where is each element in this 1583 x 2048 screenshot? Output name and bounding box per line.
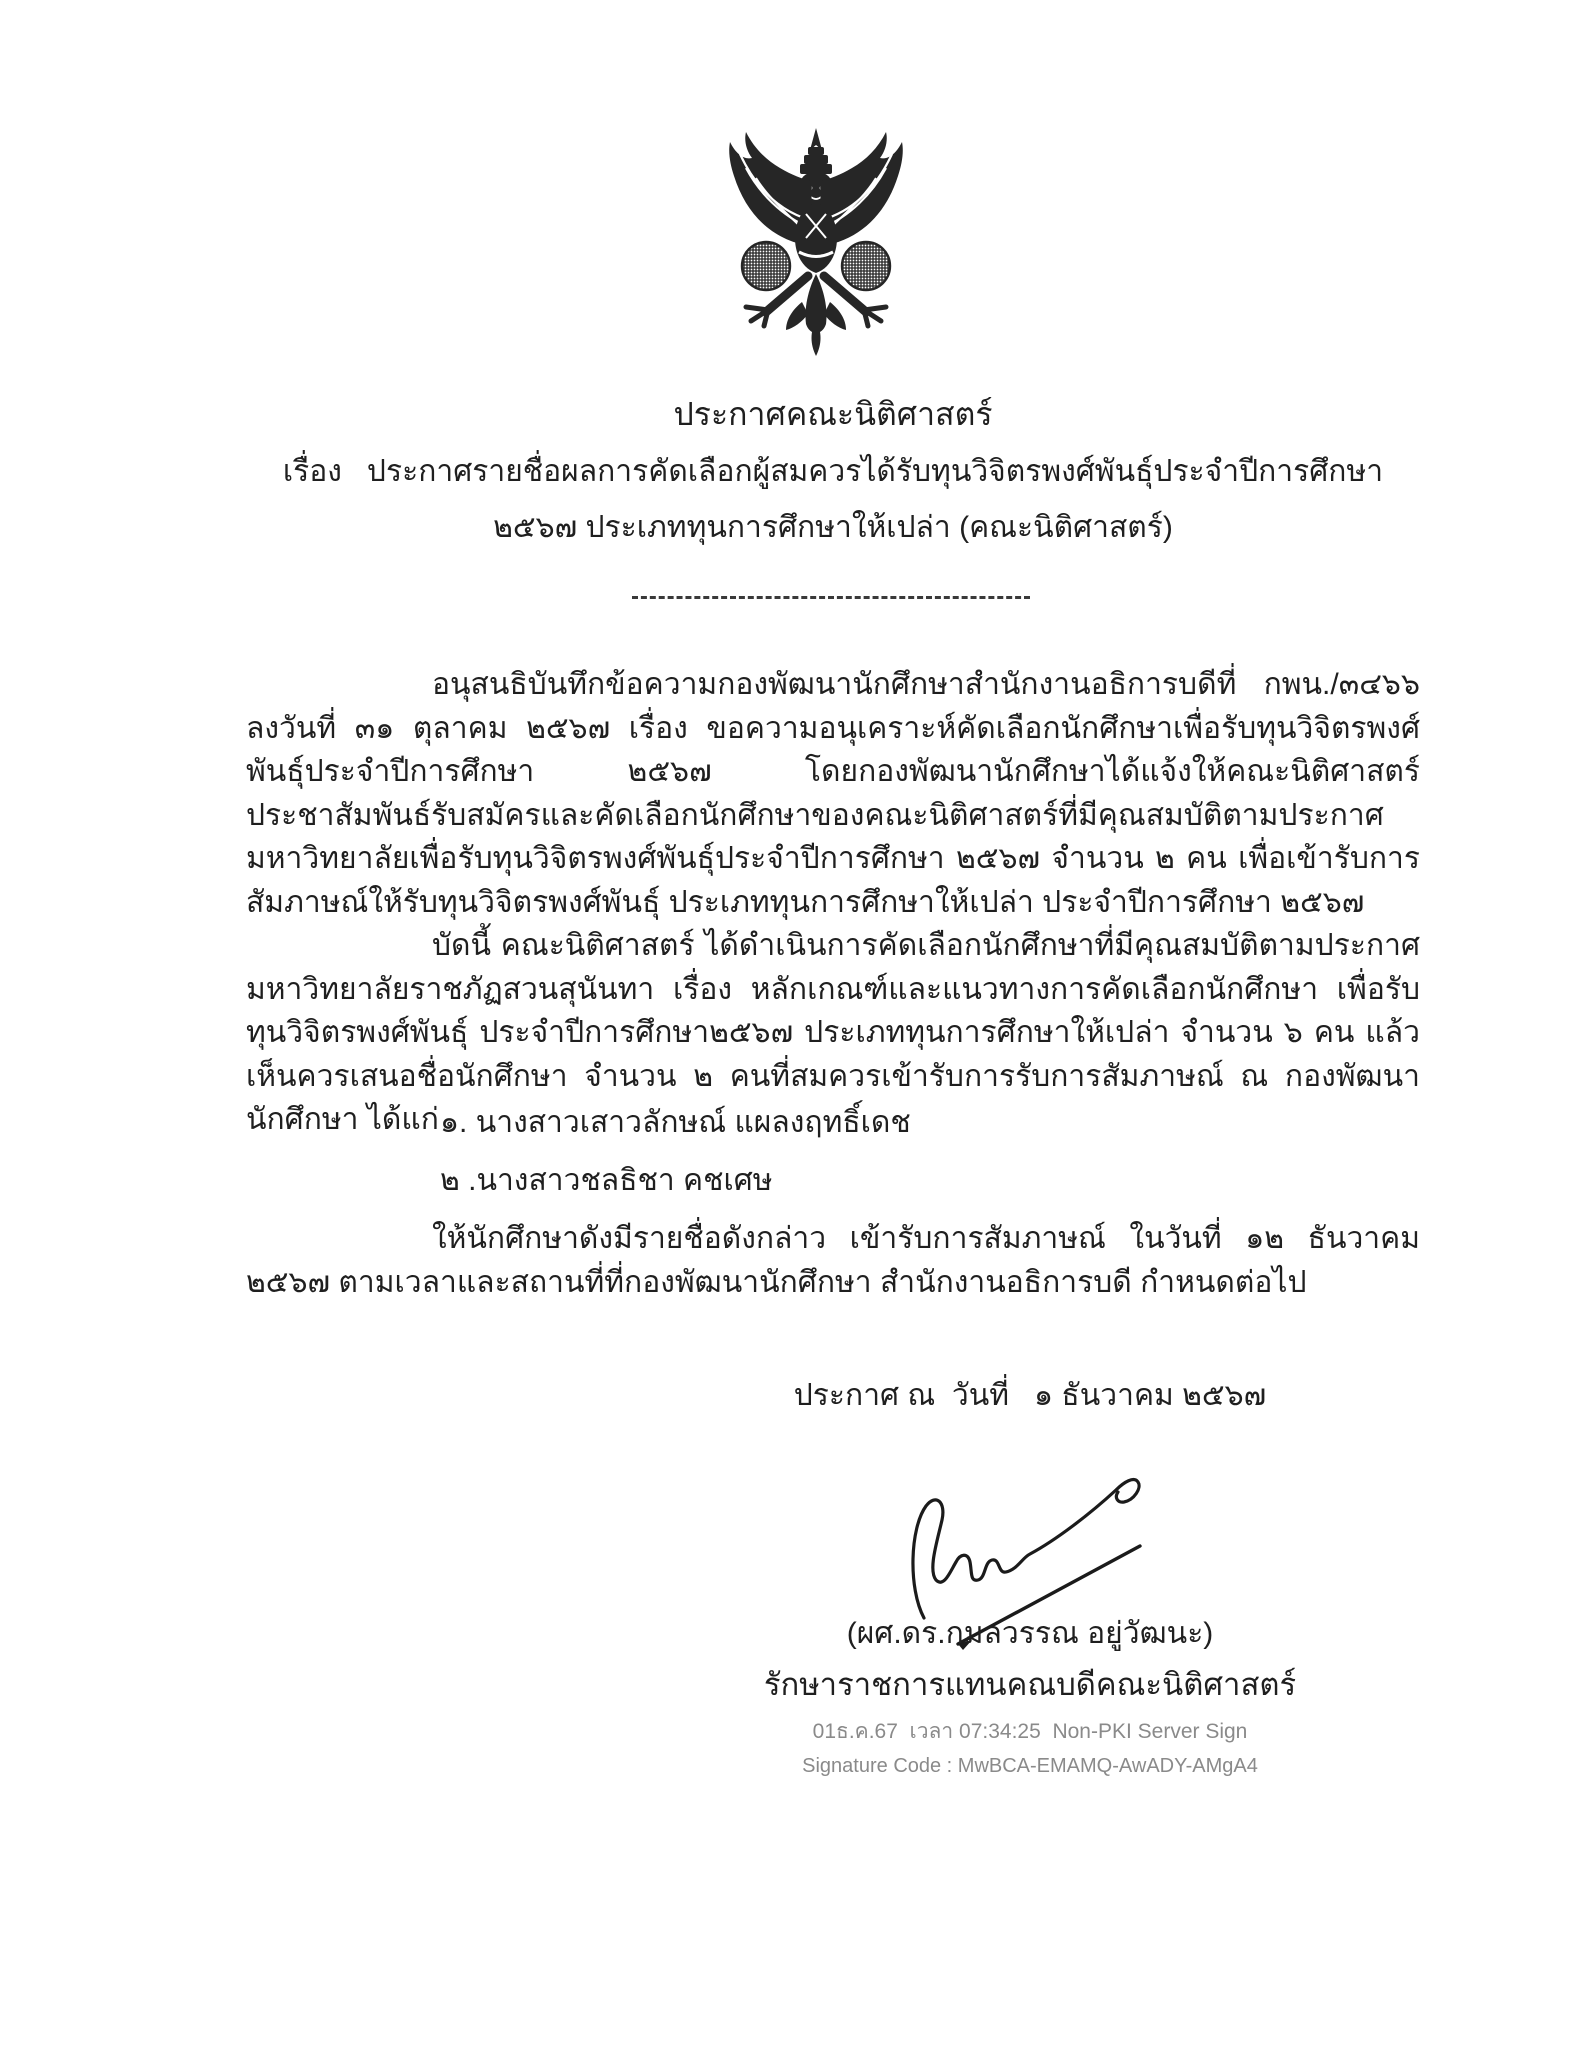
list-item-1: ๑. นางสาวเสาวลักษณ์ แผลงฤทธิ์เดช xyxy=(440,1106,911,1139)
document-title: ประกาศคณะนิติศาสตร์ xyxy=(673,396,993,432)
dashed-divider-line xyxy=(632,596,1030,599)
subject-line-2: ๒๕๖๗ ประเภททุนการศึกษาให้เปล่า (คณะนิติศาสตร์) xyxy=(493,511,1173,544)
garuda-emblem-icon xyxy=(710,126,922,358)
list-item-2: ๒ .นางสาวชลธิชา คชเศษ xyxy=(440,1164,773,1197)
signer-position: รักษาราชการแทนคณบดีคณะนิติศาสตร์ xyxy=(763,1667,1297,1702)
announcement-date-line: ประกาศ ณ วันที่ ๑ ธันวาคม ๒๕๖๗ xyxy=(793,1379,1267,1412)
paragraph-2: บัดนี้ คณะนิติศาสตร์ ได้ดำเนินการคัดเลือกนักศึกษาที่มีคุณสมบัติตามประกาศมหาวิทยาลัยราชภัฏสวนสุนันทา เรื่อง หลักเกณฑ์และแนวทางการคัดเลือกนักศึกษา เพื่อรับทุนวิจิตรพงศ์พันธุ์ ประจำปีการศึกษา๒๕๖๗ ประเภททุนการศึกษาให้เปล่า จำนวน ๖ คน แล้ว เห็นควรเสนอชื่อนักศึกษา จำนวน ๒ คนที่สมควรเข้ารับการรับการสัมภาษณ์ ณ กองพัฒนานักศึกษา ได้แก่ xyxy=(246,929,1420,1136)
signer-name: (ผศ.ดร.กมลวรรณ อยู่วัฒนะ) xyxy=(846,1617,1214,1650)
signature-timestamp: 01ธ.ค.67 เวลา 07:34:25 Non-PKI Server Sign xyxy=(812,1720,1248,1743)
paragraph-3: ให้นักศึกษาดังมีรายชื่อดังกล่าว เข้ารับการสัมภาษณ์ ในวันที่ ๑๒ ธันวาคม ๒๕๖๗ ตามเวลาและสถานที่ที่กองพัฒนานักศึกษา สำนักงานอธิการบดี กำหนดต่อไป xyxy=(246,1222,1420,1299)
signature-code: Signature Code : MwBCA-EMAMQ-AwADY-AMgA4 xyxy=(802,1755,1258,1777)
paragraph-1: อนุสนธิบันทึกข้อความกองพัฒนานักศึกษาสำนักงานอธิการบดีที่ กพน./๓๔๖๖ ลงวันที่ ๓๑ ตุลาคม ๒๕๖๗ เรื่อง ขอความอนุเคราะห์คัดเลือกนักศึกษาเพื่อรับทุนวิจิตรพงศ์พันธุ์ประจำปีการศึกษา ๒๕๖๗ โดยกองพัฒนานักศึกษาได้แจ้งให้คณะนิติศาสตร์ประชาสัมพันธ์รับสมัครและคัดเลือกนักศึกษาของคณะนิติศาสตร์ที่มีคุณสมบัติตามประกาศมหาวิทยาลัยเพื่อรับทุนวิจิตรพงศ์พันธุ์ประจำปีการศึกษา ๒๕๖๗ จำนวน ๒ คน เพื่อเข้ารับการสัมภาษณ์ให้รับทุนวิจิตรพงศ์พันธุ์ ประเภททุนการศึกษาให้เปล่า ประจำปีการศึกษา ๒๕๖๗ xyxy=(246,668,1420,919)
subject-line-1: เรื่อง ประกาศรายชื่อผลการคัดเลือกผู้สมควรได้รับทุนวิจิตรพงศ์พันธุ์ประจำปีการศึกษา xyxy=(282,455,1384,488)
